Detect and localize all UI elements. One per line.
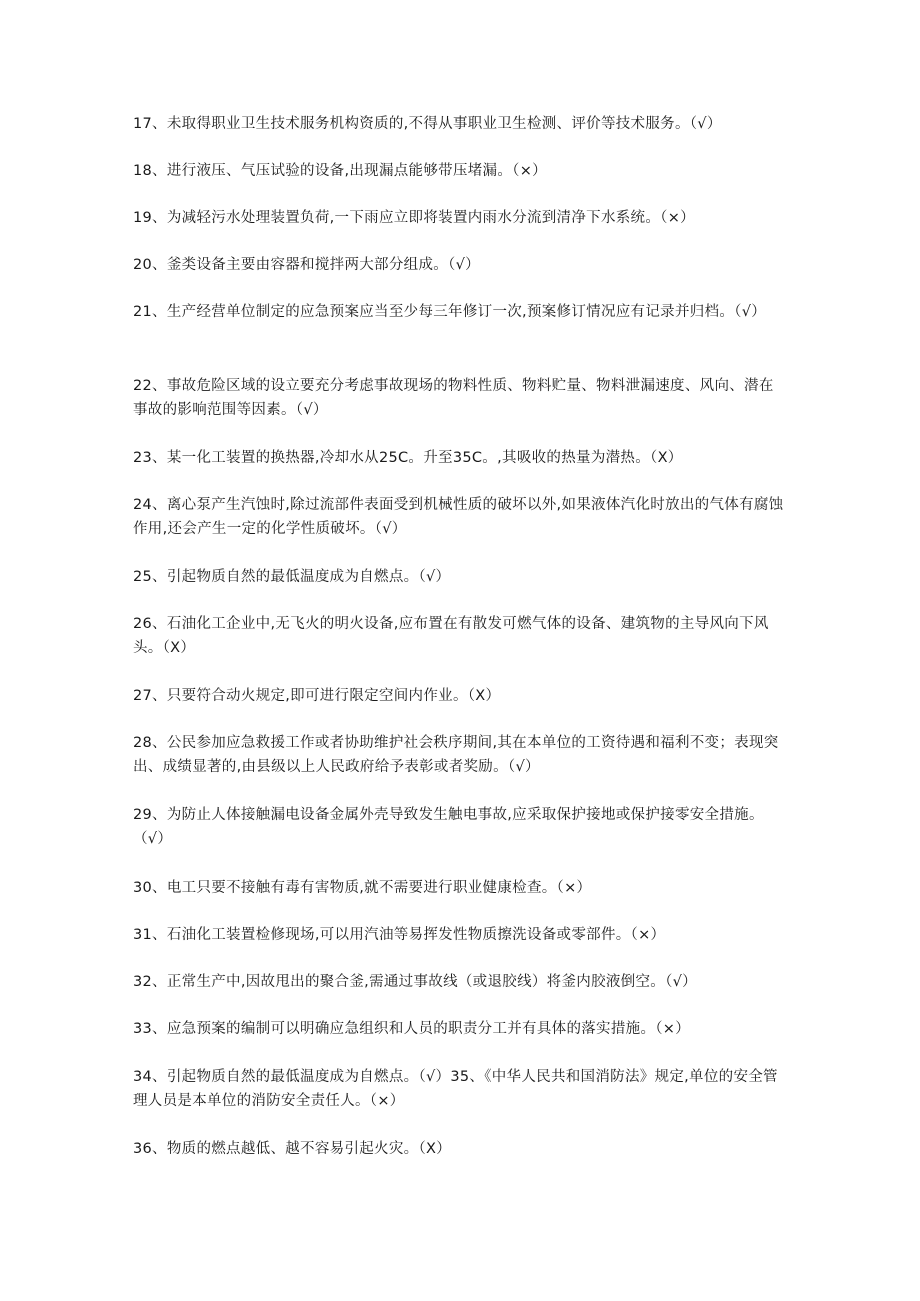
question-23: 23、某一化工装置的换热器,冷却水从25C。升至35C。,其吸收的热量为潜热。（X）: [133, 450, 683, 466]
question-21: 21、生产经营单位制定的应急预案应当至少每三年修订一次,预案修订情况应有记录并归档。（√）: [133, 304, 767, 320]
question-30: 30、电工只要不接触有毒有害物质,就不需要进行职业健康检查。（×）: [133, 880, 592, 896]
question-26: 26、石油化工企业中,无飞火的明火设备,应布置在有散发可燃气体的设备、建筑物的主导风向下风头。（X）: [133, 616, 769, 656]
question-33: 33、应急预案的编制可以明确应急组织和人员的职责分工并有具体的落实措施。（×）: [133, 1021, 691, 1037]
question-17: 17、未取得职业卫生技术服务机构资质的,不得从事职业卫生检测、评价等技术服务。（√）: [133, 116, 722, 132]
question-32: 32、正常生产中,因故甩出的聚合釜,需通过事故线（或退胶线）将釜内胶液倒空。（√）: [133, 974, 697, 990]
question-36: 36、物质的燃点越低、越不容易引起火灾。（X）: [133, 1141, 452, 1157]
question-19: 19、为减轻污水处理装置负荷,一下雨应立即将装置内雨水分流到清净下水系统。（×）: [133, 210, 695, 226]
question-27: 27、只要符合动火规定,即可进行限定空间内作业。（X）: [133, 688, 501, 704]
question-18: 18、进行液压、气压试验的设备,出现漏点能够带压堵漏。（×）: [133, 163, 547, 179]
question-34-35: 34、引起物质自然的最低温度成为自燃点。（√）35、《中华人民共和国消防法》规定,单位的安全管理人员是本单位的消防安全责任人。（×）: [133, 1069, 778, 1109]
question-20: 20、釜类设备主要由容器和搅拌两大部分组成。（√）: [133, 257, 480, 273]
question-29: 29、为防止人体接触漏电设备金属外壳导致发生触电事故,应采取保护接地或保护接零安全措施。（√）: [133, 807, 764, 847]
question-24: 24、离心泵产生汽蚀时,除过流部件表面受到机械性质的破坏以外,如果液体汽化时放出的气体有腐蚀作用,还会产生一定的化学性质破坏。（√）: [133, 497, 784, 537]
question-28: 28、公民参加应急救援工作或者协助维护社会秩序期间,其在本单位的工资待遇和福利不变；表现突出、成绩显著的,由县级以上人民政府给予表彰或者奖励。（√）: [133, 735, 779, 775]
question-22: 22、事故危险区域的设立要充分考虑事故现场的物料性质、物料贮量、物料泄漏速度、风向、潜在事故的影响范围等因素。（√）: [133, 378, 774, 418]
question-31: 31、石油化工装置检修现场,可以用汽油等易挥发性物质擦洗设备或零部件。（×）: [133, 927, 666, 943]
question-25: 25、引起物质自然的最低温度成为自燃点。（√）: [133, 569, 451, 585]
